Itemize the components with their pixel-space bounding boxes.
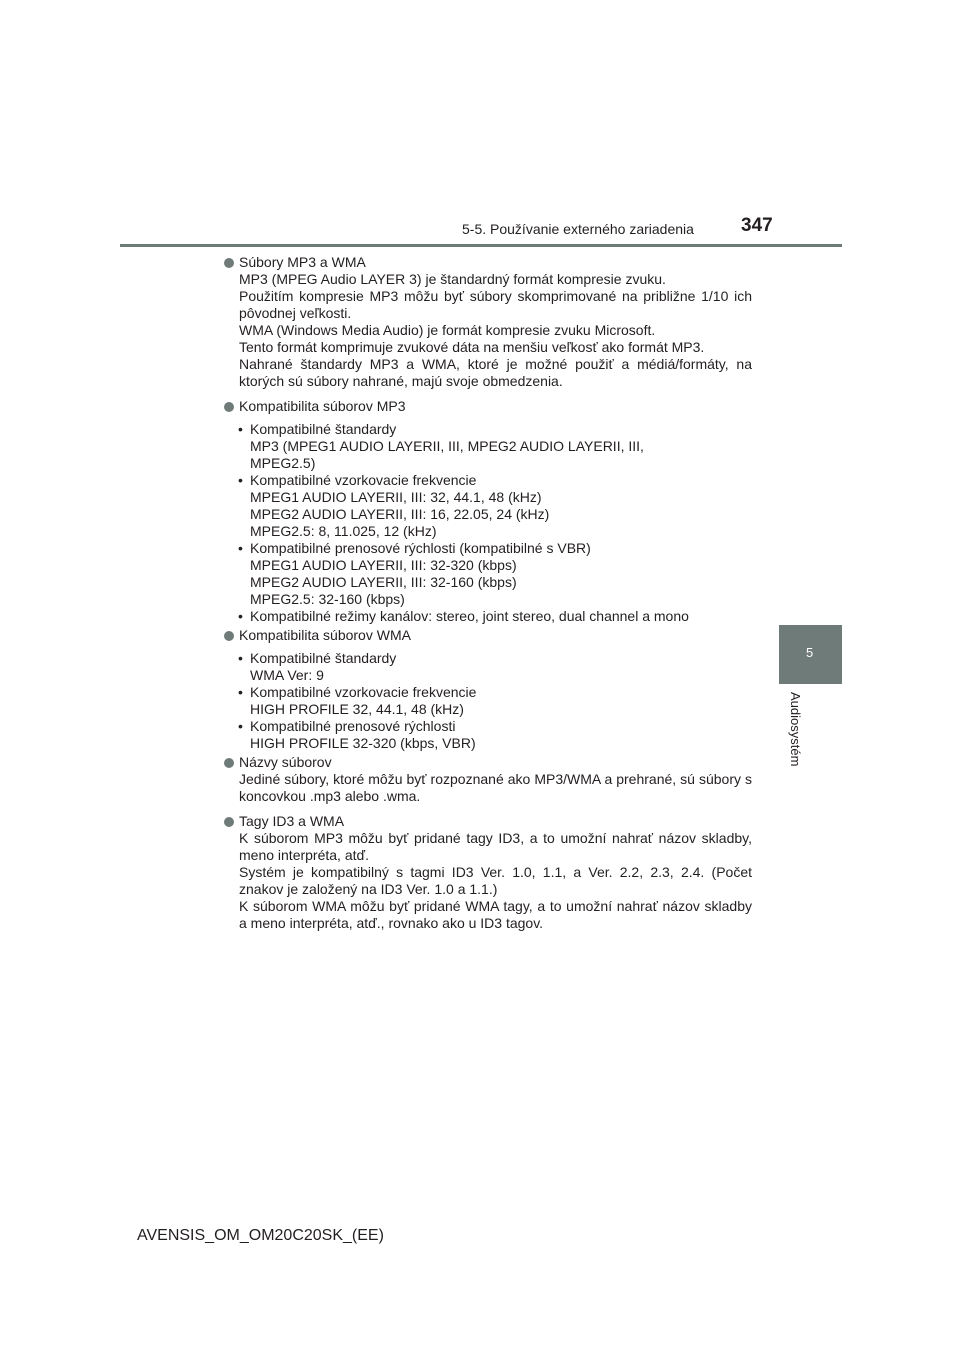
mp3-spec-list xyxy=(224,421,752,625)
paragraph: Systém je kompatibilný s tagmi ID3 Ver. 1.0, 1.1, a Ver. 2.2, 2.3, 2.4. (Počet znakov je založený na ID3 Ver. 1.0 a 1.1.) xyxy=(239,864,752,897)
paragraph: Použitím kompresie MP3 môžu byť súbory skomprimované na približne 1/10 ich pôvodnej veľkosti. xyxy=(239,288,752,321)
list-item-detail: MPEG2 AUDIO LAYERII, III: 32-160 (kbps) xyxy=(250,574,517,590)
section-title: Kompatibilita súborov WMA xyxy=(239,627,411,643)
list-item-label: Kompatibilné vzorkovacie frekvencie xyxy=(250,684,477,700)
bullet-circle-icon xyxy=(224,758,234,768)
header-divider xyxy=(120,244,842,247)
section-id3-wma-tags xyxy=(224,813,752,932)
list-item xyxy=(238,421,752,472)
list-item-label: Kompatibilné štandardy xyxy=(250,650,397,666)
list-item-detail: MP3 (MPEG1 AUDIO LAYERII, III, MPEG2 AUDIO LAYERII, III, xyxy=(250,438,644,454)
list-item xyxy=(238,650,752,684)
chapter-tab xyxy=(779,625,842,684)
bullet-circle-icon xyxy=(224,402,234,412)
paragraph: MP3 (MPEG Audio LAYER 3) je štandardný formát kompresie zvuku. xyxy=(239,271,666,287)
bullet-dot-icon: • xyxy=(238,540,243,556)
list-item-detail: MPEG2 AUDIO LAYERII, III: 16, 22.05, 24 (kHz) xyxy=(250,506,550,522)
paragraph: WMA (Windows Media Audio) je formát kompresie zvuku Microsoft. xyxy=(239,322,656,338)
section-mp3-wma-files xyxy=(224,254,752,390)
list-item xyxy=(238,540,752,608)
bullet-dot-icon: • xyxy=(238,650,243,666)
section-title: Kompatibilita súborov MP3 xyxy=(239,398,406,414)
main-content xyxy=(224,254,752,938)
list-item-detail: MPEG2.5: 8, 11.025, 12 (kHz) xyxy=(250,523,437,539)
list-item-detail: HIGH PROFILE 32, 44.1, 48 (kHz) xyxy=(250,701,464,717)
list-item-detail: MPEG1 AUDIO LAYERII, III: 32, 44.1, 48 (kHz) xyxy=(250,489,542,505)
bullet-circle-icon xyxy=(224,258,234,268)
bullet-circle-icon xyxy=(224,631,234,641)
paragraph: Tento formát komprimuje zvukové dáta na menšiu veľkosť ako formát MP3. xyxy=(239,339,705,355)
bullet-dot-icon: • xyxy=(238,718,243,734)
section-wma-compatibility xyxy=(224,627,752,644)
section-mp3-compatibility xyxy=(224,398,752,415)
chapter-label: Audiosystém xyxy=(788,692,803,767)
list-item-label: Kompatibilné štandardy xyxy=(250,421,397,437)
list-item-label: Kompatibilné režimy kanálov: stereo, joint stereo, dual channel a mono xyxy=(250,608,689,624)
section-header: 5-5. Používanie externého zariadenia xyxy=(462,221,694,237)
list-item xyxy=(238,684,752,718)
list-item-detail: WMA Ver: 9 xyxy=(250,667,324,683)
section-file-names xyxy=(224,754,752,805)
list-item-label: Kompatibilné vzorkovacie frekvencie xyxy=(250,472,477,488)
list-item-detail: HIGH PROFILE 32-320 (kbps, VBR) xyxy=(250,735,476,751)
wma-spec-list xyxy=(224,650,752,752)
bullet-dot-icon: • xyxy=(238,608,243,624)
paragraph: K súborom MP3 môžu byť pridané tagy ID3, a to umožní nahrať názov skladby, meno interpréta, atď. xyxy=(239,830,752,863)
list-item xyxy=(238,718,752,752)
bullet-dot-icon: • xyxy=(238,421,243,437)
paragraph: K súborom WMA môžu byť pridané WMA tagy, a to umožní nahrať názov skladby a meno interpréta, atď., rovnako ako u ID3 tagov. xyxy=(239,898,752,931)
list-item xyxy=(238,472,752,540)
paragraph: Nahrané štandardy MP3 a WMA, ktoré je možné použiť a médiá/formáty, na ktorých sú súbory nahrané, majú svoje obmedzenia. xyxy=(239,356,752,389)
bullet-dot-icon: • xyxy=(238,472,243,488)
paragraph: Jediné súbory, ktoré môžu byť rozpoznané ako MP3/WMA a prehrané, sú súbory s koncovkou .mp3 alebo .wma. xyxy=(239,771,752,804)
section-title: Tagy ID3 a WMA xyxy=(239,813,345,829)
chapter-number: 5 xyxy=(806,645,814,660)
bullet-dot-icon: • xyxy=(238,684,243,700)
section-title: Súbory MP3 a WMA xyxy=(239,254,366,270)
section-title: Názvy súborov xyxy=(239,754,332,770)
bullet-circle-icon xyxy=(224,817,234,827)
list-item-detail: MPEG1 AUDIO LAYERII, III: 32-320 (kbps) xyxy=(250,557,517,573)
list-item-detail: MPEG2.5) xyxy=(250,455,316,471)
list-item xyxy=(238,608,752,625)
list-item-label: Kompatibilné prenosové rýchlosti (kompatibilné s VBR) xyxy=(250,540,591,556)
list-item-label: Kompatibilné prenosové rýchlosti xyxy=(250,718,456,734)
document-code: AVENSIS_OM_OM20C20SK_(EE) xyxy=(137,1227,384,1244)
list-item-detail: MPEG2.5: 32-160 (kbps) xyxy=(250,591,405,607)
page-number: 347 xyxy=(741,215,773,236)
